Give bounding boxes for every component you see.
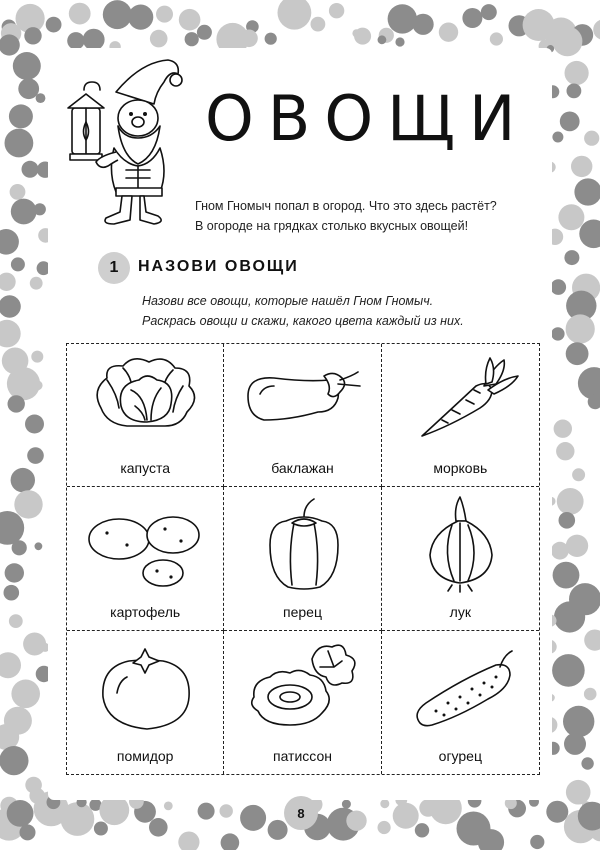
border-dot <box>567 84 582 99</box>
vegetable-label: огурец <box>438 747 482 764</box>
border-dot <box>0 320 21 348</box>
border-dot <box>35 542 43 550</box>
vegetable-cell <box>224 487 381 630</box>
border-dot <box>571 156 592 177</box>
border-dot <box>14 490 42 518</box>
border-dot <box>30 277 43 290</box>
border-dot <box>198 803 215 820</box>
border-dot <box>413 14 434 35</box>
border-dot <box>0 273 16 291</box>
border-dot <box>150 30 168 48</box>
border-dot <box>268 820 288 840</box>
border-dot <box>69 3 91 25</box>
vegetable-cell <box>67 344 224 487</box>
border-dot <box>553 562 580 589</box>
page-number: 8 <box>284 796 318 830</box>
border-dot <box>556 442 574 460</box>
vegetable-label: капуста <box>120 460 170 477</box>
vegetable-label: баклажан <box>271 460 334 477</box>
border-dot <box>46 17 62 33</box>
border-dot <box>490 32 503 45</box>
border-dot <box>179 9 201 31</box>
border-dot <box>560 112 580 132</box>
border-dot <box>11 257 25 271</box>
vegetable-cell <box>224 344 381 487</box>
border-dot <box>240 805 266 831</box>
border-dot <box>61 802 95 836</box>
border-dot <box>185 32 199 46</box>
task-line: Назови все овощи, которые нашёл Гном Гномыч. <box>142 294 434 308</box>
border-dot <box>584 131 599 146</box>
border-dot <box>11 680 40 709</box>
border-dot <box>395 37 404 46</box>
border-dot <box>265 33 277 45</box>
border-dot <box>31 351 43 363</box>
tomato-icon <box>77 637 215 737</box>
border-dot <box>29 788 45 804</box>
border-dot <box>94 822 108 836</box>
border-dot <box>439 23 458 42</box>
border-dot <box>554 601 585 632</box>
task-instructions <box>142 291 542 331</box>
cucumber-icon <box>392 637 530 737</box>
border-dot <box>5 563 24 582</box>
border-dot <box>552 26 582 56</box>
border-dot <box>33 381 43 391</box>
intro-line: Гном Гномыч попал в огород. Что это здесь растёт? <box>195 199 497 213</box>
border-dot <box>584 688 597 701</box>
border-dot <box>462 8 482 28</box>
onion-icon <box>392 493 530 593</box>
border-dot <box>24 27 41 44</box>
border-dot <box>388 4 417 33</box>
task-line: Раскрась овощи и скажи, какого цвета каждый из них. <box>142 314 464 328</box>
section-title: НАЗОВИ ОВОЩИ <box>138 258 299 275</box>
intro-line: В огороде на грядках столько вкусных овощей! <box>195 219 469 233</box>
border-dot <box>393 803 419 829</box>
border-dot <box>149 818 168 837</box>
border-dot <box>278 0 312 30</box>
border-dot <box>552 132 563 143</box>
border-dot <box>240 30 258 48</box>
border-dot <box>221 833 240 850</box>
border-dot <box>565 61 589 85</box>
border-dot <box>415 823 429 837</box>
border-dot <box>8 395 25 412</box>
potato-icon <box>77 493 215 593</box>
border-dot <box>559 512 576 529</box>
border-dot <box>0 652 21 678</box>
border-dot <box>378 821 391 834</box>
pattypan-squash-icon <box>234 637 372 737</box>
border-dot <box>103 0 132 29</box>
border-dot <box>557 488 584 515</box>
vegetable-cell <box>224 631 381 774</box>
border-dot <box>220 804 233 817</box>
vegetable-label: перец <box>283 603 322 620</box>
border-dot <box>34 203 46 215</box>
gnome-with-lantern-illustration <box>56 52 186 227</box>
border-dot <box>581 757 593 769</box>
eggplant-icon <box>234 350 372 450</box>
vegetable-label: помидор <box>116 747 174 764</box>
border-dot <box>311 17 326 32</box>
border-dot <box>25 415 44 434</box>
border-dot <box>564 250 579 265</box>
border-dot <box>593 19 600 40</box>
border-dot <box>0 229 19 255</box>
vegetable-label: картофель <box>110 603 181 620</box>
border-dot <box>546 801 568 823</box>
border-dot <box>7 800 34 827</box>
vegetable-label: патиссон <box>273 747 332 764</box>
border-dot <box>197 25 212 40</box>
border-dot <box>9 614 23 628</box>
vegetable-cell <box>382 487 539 630</box>
vegetable-cell <box>382 344 539 487</box>
border-dot <box>4 585 20 601</box>
border-dot <box>342 800 351 809</box>
border-dot <box>481 4 497 20</box>
border-dot <box>67 32 84 49</box>
intro-text <box>195 196 555 236</box>
border-dot <box>329 3 344 18</box>
border-dot <box>10 184 26 200</box>
border-dot <box>346 811 366 831</box>
border-dot <box>566 535 588 557</box>
border-dot <box>574 178 600 205</box>
border-dot <box>566 780 591 805</box>
border-dot <box>572 468 585 481</box>
border-dot <box>566 314 595 343</box>
section-number-badge: 1 <box>98 252 130 284</box>
border-dot <box>551 542 569 560</box>
border-dot <box>178 832 199 850</box>
border-dot <box>20 824 36 840</box>
border-dot <box>378 35 387 44</box>
border-dot <box>18 78 39 99</box>
border-dot <box>564 733 586 755</box>
vegetable-cell <box>382 631 539 774</box>
carrot-icon <box>392 350 530 450</box>
vegetable-cell <box>67 631 224 774</box>
cabbage-icon <box>77 350 215 450</box>
border-dot <box>27 447 44 464</box>
border-dot <box>11 468 35 492</box>
border-dot <box>22 161 39 178</box>
border-dot <box>558 204 584 230</box>
border-dot <box>552 654 585 687</box>
border-dot <box>352 29 360 37</box>
border-dot <box>551 279 567 295</box>
pepper-icon <box>234 493 372 593</box>
border-dot <box>36 93 46 103</box>
border-dot <box>563 706 594 737</box>
border-dot <box>0 746 29 775</box>
border-dot <box>380 799 389 808</box>
vegetables-grid <box>66 343 540 775</box>
vegetable-label: лук <box>449 603 471 620</box>
border-dot <box>584 630 600 651</box>
border-dot <box>0 295 21 317</box>
page-title: ОВОЩИ <box>205 82 530 155</box>
border-dot <box>9 104 33 128</box>
border-dot <box>11 199 37 225</box>
border-dot <box>554 420 572 438</box>
border-dot <box>12 540 27 555</box>
vegetable-label: морковь <box>433 460 488 477</box>
vegetable-cell <box>67 487 224 630</box>
border-dot <box>128 5 153 30</box>
border-dot <box>13 52 41 80</box>
border-dot <box>164 802 173 811</box>
border-dot <box>551 327 564 340</box>
border-dot <box>530 835 544 849</box>
border-dot <box>5 129 34 158</box>
border-dot <box>156 6 173 23</box>
border-dot <box>566 342 589 365</box>
